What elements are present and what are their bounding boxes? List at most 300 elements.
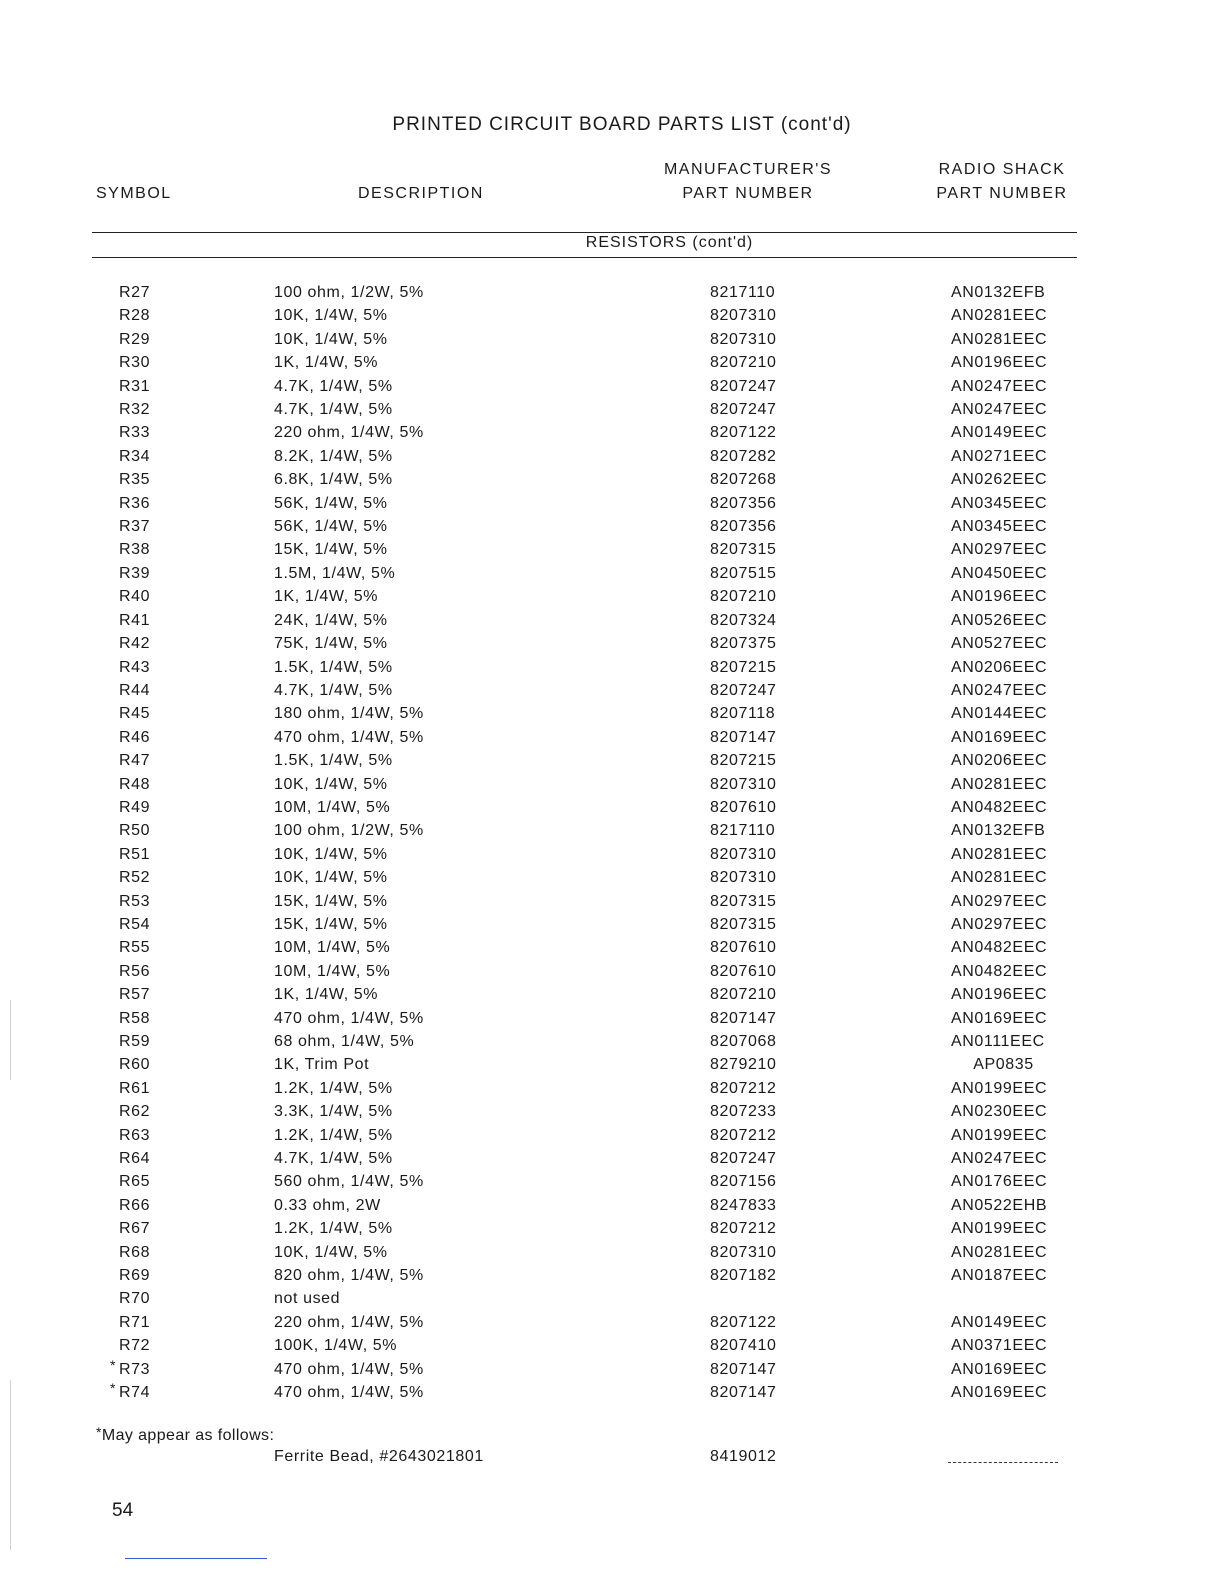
row-symbol [119, 1007, 150, 1030]
row-description: 15K, 1/4W, 5% [274, 915, 388, 933]
row-description: 15K, 1/4W, 5% [274, 541, 388, 559]
table-row [0, 328, 1224, 351]
table-row [0, 421, 1224, 444]
table-row [0, 1007, 1224, 1030]
row-mfr-part-number: 8207268 [710, 471, 777, 489]
row-description: 10M, 1/4W, 5% [274, 798, 391, 816]
row-rs-part-number: AN0297EEC [951, 915, 1048, 933]
row-rs-part-number: AN0132EFB [951, 822, 1046, 840]
row-symbol-text: R49 [119, 798, 151, 816]
row-description: 100 ohm, 1/2W, 5% [274, 822, 424, 840]
row-mfr-part-number: 8207315 [710, 892, 777, 910]
row-symbol-text: R62 [119, 1103, 151, 1121]
header-bottom-rule [92, 257, 1077, 258]
row-symbol [119, 1311, 150, 1334]
row-rs-part-number: AN0526EEC [951, 611, 1048, 629]
row-rs-part-number: AN0482EEC [951, 962, 1048, 980]
row-mfr-part-number: 8207147 [710, 1384, 777, 1402]
row-symbol [119, 609, 150, 632]
table-row [0, 843, 1224, 866]
row-rs-part-number: AN0297EEC [951, 892, 1048, 910]
row-mfr-part-number: 8207147 [710, 728, 777, 746]
row-symbol [119, 679, 150, 702]
row-rs-part-number: AN0281EEC [951, 330, 1048, 348]
row-symbol-text: R44 [119, 681, 151, 699]
row-description: 1.2K, 1/4W, 5% [274, 1079, 393, 1097]
row-symbol-text: R66 [119, 1196, 151, 1214]
row-description: 820 ohm, 1/4W, 5% [274, 1267, 424, 1285]
row-symbol-text: R69 [119, 1267, 151, 1285]
row-description: 100 ohm, 1/2W, 5% [274, 284, 424, 301]
row-symbol [119, 702, 150, 725]
table-row [0, 562, 1224, 585]
row-symbol [119, 304, 150, 327]
footnote-item-rs-dashes [948, 1462, 1058, 1463]
footnote-text: May appear as follows: [101, 1427, 275, 1444]
table-row [0, 632, 1224, 655]
row-mfr-part-number: 8207212 [710, 1079, 777, 1097]
row-mfr-part-number: 8207324 [710, 611, 777, 629]
row-symbol-text: R58 [119, 1009, 151, 1027]
row-symbol-text: R60 [119, 1056, 151, 1074]
table-row [0, 468, 1224, 491]
row-description: 220 ohm, 1/4W, 5% [274, 424, 424, 442]
table-row [0, 726, 1224, 749]
row-mfr-part-number: 8207147 [710, 1360, 777, 1378]
row-description: 4.7K, 1/4W, 5% [274, 1150, 393, 1168]
row-symbol-text: R38 [119, 541, 151, 559]
row-symbol [119, 773, 150, 796]
row-symbol-text: R67 [119, 1220, 151, 1238]
row-symbol [119, 445, 150, 468]
row-rs-part-number: AN0482EEC [951, 939, 1048, 957]
row-description: 15K, 1/4W, 5% [274, 892, 388, 910]
row-description: 10K, 1/4W, 5% [274, 869, 388, 887]
table-row [0, 1287, 1224, 1310]
row-symbol-text: R28 [119, 307, 151, 325]
row-symbol-text: R37 [119, 518, 151, 536]
row-rs-part-number: AN0247EEC [951, 401, 1048, 419]
table-row [0, 1358, 1224, 1381]
row-description: 1K, 1/4W, 5% [274, 588, 379, 606]
table-row [0, 866, 1224, 889]
table-row [0, 492, 1224, 515]
row-description: 1.2K, 1/4W, 5% [274, 1220, 393, 1238]
row-description: 6.8K, 1/4W, 5% [274, 471, 393, 489]
row-description: 470 ohm, 1/4W, 5% [274, 728, 424, 746]
row-description: 100K, 1/4W, 5% [274, 1337, 398, 1355]
row-mfr-part-number: 8207122 [710, 424, 777, 442]
row-symbol-text: R31 [119, 377, 151, 395]
row-mfr-part-number: 8207356 [710, 518, 777, 536]
row-symbol [119, 1334, 150, 1357]
row-description: 1.2K, 1/4W, 5% [274, 1126, 393, 1144]
table-row [0, 1381, 1224, 1404]
row-symbol [119, 1194, 150, 1217]
row-symbol-text: R64 [119, 1150, 151, 1168]
row-mfr-part-number: 8207410 [710, 1337, 777, 1355]
row-mfr-part-number: 8207210 [710, 986, 777, 1004]
row-mfr-part-number: 8207212 [710, 1220, 777, 1238]
row-symbol [119, 726, 150, 749]
row-mfr-part-number: 8207310 [710, 775, 777, 793]
row-description: 220 ohm, 1/4W, 5% [274, 1313, 424, 1331]
row-symbol-text: R68 [119, 1243, 151, 1261]
row-symbol-text: R61 [119, 1079, 151, 1097]
row-symbol-text: R55 [119, 939, 151, 957]
row-description: 56K, 1/4W, 5% [274, 494, 388, 512]
row-symbol-text: R59 [119, 1033, 151, 1050]
row-description: 4.7K, 1/4W, 5% [274, 401, 393, 419]
row-description: 1.5K, 1/4W, 5% [274, 658, 393, 676]
row-rs-part-number: AN0281EEC [951, 845, 1048, 863]
table-row [0, 773, 1224, 796]
row-symbol [119, 1030, 150, 1053]
row-rs-part-number: AN0247EEC [951, 681, 1048, 699]
row-rs-part-number: AN0199EEC [951, 1126, 1048, 1144]
row-rs-part-number: AN0196EEC [951, 986, 1048, 1004]
scan-margin-mark [10, 1380, 11, 1550]
row-symbol [110, 1356, 151, 1381]
table-row [0, 1241, 1224, 1264]
row-mfr-part-number: 8207247 [710, 681, 777, 699]
row-symbol [110, 1380, 151, 1404]
row-asterisk: * [110, 1356, 117, 1373]
row-symbol-text: R43 [119, 658, 151, 676]
table-row [0, 1030, 1224, 1053]
row-symbol [119, 538, 150, 561]
row-rs-part-number: AN0132EFB [951, 284, 1046, 301]
row-symbol [119, 1124, 150, 1147]
row-mfr-part-number: 8207212 [710, 1126, 777, 1144]
row-description: 470 ohm, 1/4W, 5% [274, 1360, 424, 1378]
row-mfr-part-number: 8207182 [710, 1267, 777, 1285]
row-mfr-part-number: 8207247 [710, 1150, 777, 1168]
row-description: 180 ohm, 1/4W, 5% [274, 705, 424, 723]
header-mfr-line1: MANUFACTURER'S [663, 161, 833, 178]
row-rs-part-number: AN0196EEC [951, 354, 1048, 372]
row-rs-part-number: AN0206EEC [951, 752, 1048, 770]
row-symbol [119, 632, 150, 655]
row-mfr-part-number: 8207356 [710, 494, 777, 512]
table-row [0, 679, 1224, 702]
row-symbol [119, 936, 150, 959]
row-mfr-part-number: 8207215 [710, 658, 777, 676]
row-rs-part-number: AN0297EEC [951, 541, 1048, 559]
row-mfr-part-number: 8217110 [710, 284, 776, 301]
row-description: 1K, Trim Pot [274, 1056, 370, 1074]
row-mfr-part-number: 8207247 [710, 401, 777, 419]
row-symbol-text: R74 [119, 1384, 151, 1402]
header-rs-line2: PART NUMBER [936, 185, 1068, 202]
row-mfr-part-number: 8207210 [710, 354, 777, 372]
row-symbol-text: R46 [119, 728, 151, 746]
row-rs-part-number: AN0187EEC [951, 1267, 1048, 1285]
row-symbol [119, 492, 150, 515]
row-mfr-part-number: 8207375 [710, 635, 777, 653]
row-symbol-text: R72 [119, 1337, 151, 1355]
row-rs-part-number: AN0111EEC [951, 1033, 1045, 1050]
row-description: 1.5K, 1/4W, 5% [274, 752, 393, 770]
table-row [0, 656, 1224, 679]
header-mfr-line2: PART NUMBER [682, 185, 814, 202]
row-symbol [119, 843, 150, 866]
page-number: 54 [112, 1500, 134, 1521]
row-symbol-text: R32 [119, 401, 151, 419]
row-description: 470 ohm, 1/4W, 5% [274, 1009, 424, 1027]
row-symbol-text: R47 [119, 752, 151, 770]
header-top-rule [92, 232, 1077, 233]
row-symbol [119, 585, 150, 608]
row-symbol [119, 1264, 150, 1287]
row-rs-part-number: AN0199EEC [951, 1079, 1048, 1097]
row-symbol-text: R53 [119, 892, 151, 910]
row-symbol-text: R65 [119, 1173, 151, 1191]
row-description: 56K, 1/4W, 5% [274, 518, 388, 536]
row-symbol-text: R45 [119, 705, 151, 723]
table-row [0, 538, 1224, 561]
row-mfr-part-number: 8279210 [710, 1056, 777, 1074]
table-row [0, 375, 1224, 398]
row-description: 10M, 1/4W, 5% [274, 939, 391, 957]
row-symbol-text: R73 [119, 1360, 151, 1378]
row-symbol [119, 562, 150, 585]
row-rs-part-number: AN0169EEC [951, 1360, 1048, 1378]
row-mfr-part-number: 8207233 [710, 1103, 777, 1121]
table-row [0, 1334, 1224, 1357]
row-mfr-part-number: 8207247 [710, 377, 777, 395]
row-rs-part-number: AN0144EEC [951, 705, 1048, 723]
row-symbol [119, 281, 150, 304]
row-symbol [119, 1077, 150, 1100]
row-rs-part-number: AN0345EEC [951, 518, 1048, 536]
row-mfr-part-number: 8207310 [710, 845, 777, 863]
table-row [0, 351, 1224, 374]
row-mfr-part-number: 8207610 [710, 962, 777, 980]
table-row [0, 1264, 1224, 1287]
row-rs-part-number: AN0371EEC [951, 1337, 1048, 1355]
row-description: 1.5M, 1/4W, 5% [274, 564, 396, 582]
row-symbol-text: R48 [119, 775, 151, 793]
row-symbol [119, 796, 150, 819]
row-symbol-text: R34 [119, 447, 151, 465]
row-symbol-text: R63 [119, 1126, 151, 1144]
row-rs-part-number: AN0169EEC [951, 1009, 1048, 1027]
row-rs-part-number: AN0262EEC [951, 471, 1048, 489]
row-mfr-part-number: 8207315 [710, 541, 777, 559]
row-symbol-text: R36 [119, 494, 151, 512]
row-mfr-part-number: 8207315 [710, 915, 777, 933]
row-symbol [119, 983, 150, 1006]
row-symbol [119, 421, 150, 444]
row-symbol-text: R27 [119, 284, 151, 301]
header-radio-shack-part-number [922, 158, 1082, 206]
row-description: 10K, 1/4W, 5% [274, 1243, 388, 1261]
table-row [0, 1124, 1224, 1147]
row-mfr-part-number: 8207310 [710, 869, 777, 887]
header-symbol: SYMBOL [96, 185, 172, 202]
footnote-item-description: Ferrite Bead, #2643021801 [274, 1448, 484, 1465]
row-description: 1K, 1/4W, 5% [274, 354, 379, 372]
row-symbol [119, 468, 150, 491]
header-rs-line1: RADIO SHACK [938, 161, 1066, 178]
row-symbol-text: R51 [119, 845, 151, 863]
table-row [0, 1217, 1224, 1240]
row-description: 10M, 1/4W, 5% [274, 962, 391, 980]
row-symbol [119, 1287, 150, 1310]
row-symbol [119, 890, 150, 913]
row-symbol [119, 1241, 150, 1264]
row-symbol-text: R33 [119, 424, 151, 442]
row-mfr-part-number: 8207210 [710, 588, 777, 606]
row-rs-part-number: AN0199EEC [951, 1220, 1048, 1238]
row-description: 10K, 1/4W, 5% [274, 307, 388, 325]
row-mfr-part-number: 8207282 [710, 447, 777, 465]
table-row [0, 445, 1224, 468]
row-description: 4.7K, 1/4W, 5% [274, 681, 393, 699]
row-description: 24K, 1/4W, 5% [274, 611, 388, 629]
row-rs-part-number: AN0281EEC [951, 1243, 1048, 1261]
table-row [0, 1170, 1224, 1193]
row-description: 3.3K, 1/4W, 5% [274, 1103, 393, 1121]
row-description: 10K, 1/4W, 5% [274, 330, 388, 348]
row-rs-part-number: AP0835 [973, 1056, 1034, 1074]
table-row [0, 1077, 1224, 1100]
row-symbol [119, 960, 150, 983]
row-rs-part-number: AN0247EEC [951, 1150, 1048, 1168]
row-symbol-text: R30 [119, 354, 151, 372]
row-symbol [119, 913, 150, 936]
row-symbol [119, 1147, 150, 1170]
row-symbol-text: R70 [119, 1290, 151, 1308]
table-row [0, 936, 1224, 959]
row-symbol-text: R42 [119, 635, 151, 653]
row-description: 560 ohm, 1/4W, 5% [274, 1173, 424, 1191]
row-mfr-part-number: 8207515 [710, 564, 777, 582]
header-manufacturer-part-number [648, 158, 848, 206]
row-description: 68 ohm, 1/4W, 5% [274, 1033, 415, 1050]
row-symbol [119, 328, 150, 351]
row-symbol [119, 1170, 150, 1193]
table-row [0, 398, 1224, 421]
table-row [0, 281, 1224, 304]
row-description: 75K, 1/4W, 5% [274, 635, 388, 653]
table-row [0, 1311, 1224, 1334]
row-mfr-part-number: 8207068 [710, 1033, 777, 1050]
row-symbol-text: R29 [119, 330, 151, 348]
row-symbol [119, 1053, 150, 1076]
row-symbol [119, 749, 150, 772]
table-row [0, 1053, 1224, 1076]
row-symbol [119, 375, 150, 398]
row-mfr-part-number: 8207310 [710, 330, 777, 348]
row-rs-part-number: AN0169EEC [951, 728, 1048, 746]
table-row [0, 515, 1224, 538]
table-row [0, 609, 1224, 632]
section-title: RESISTORS (cont'd) [585, 234, 754, 251]
table-row [0, 702, 1224, 725]
row-rs-part-number: AN0149EEC [951, 424, 1048, 442]
row-symbol [119, 351, 150, 374]
footnote [96, 1424, 274, 1445]
row-symbol-text: R71 [119, 1313, 151, 1331]
row-description: 470 ohm, 1/4W, 5% [274, 1384, 424, 1402]
row-rs-part-number: AN0149EEC [951, 1313, 1048, 1331]
row-symbol-text: R56 [119, 962, 151, 980]
row-description: 1K, 1/4W, 5% [274, 986, 379, 1004]
table-row [0, 585, 1224, 608]
row-description: 8.2K, 1/4W, 5% [274, 447, 393, 465]
row-mfr-part-number: 8207118 [710, 705, 776, 723]
table-row [0, 1194, 1224, 1217]
row-symbol-text: R40 [119, 588, 151, 606]
row-asterisk: * [110, 1380, 117, 1397]
table-row [0, 960, 1224, 983]
row-symbol [119, 1217, 150, 1240]
row-symbol [119, 866, 150, 889]
row-symbol-text: R41 [119, 611, 151, 629]
row-rs-part-number: AN0281EEC [951, 869, 1048, 887]
row-mfr-part-number: 8217110 [710, 822, 776, 840]
row-rs-part-number: AN0281EEC [951, 775, 1048, 793]
row-mfr-part-number: 8207310 [710, 307, 777, 325]
table-row [0, 304, 1224, 327]
parts-table [0, 281, 1224, 1405]
row-rs-part-number: AN0522EHB [951, 1196, 1048, 1214]
row-mfr-part-number: 8207610 [710, 939, 777, 957]
row-rs-part-number: AN0176EEC [951, 1173, 1048, 1191]
row-symbol-text: R50 [119, 822, 151, 840]
row-symbol [119, 1100, 150, 1123]
row-symbol-text: R57 [119, 986, 151, 1004]
footnote-item-mfr-number: 8419012 [710, 1448, 777, 1465]
row-symbol-text: R52 [119, 869, 151, 887]
row-rs-part-number: AN0169EEC [951, 1384, 1048, 1402]
row-symbol [119, 819, 150, 842]
row-mfr-part-number: 8247833 [710, 1196, 777, 1214]
scan-margin-mark [10, 1000, 11, 1080]
table-row [0, 749, 1224, 772]
table-row [0, 890, 1224, 913]
row-rs-part-number: AN0206EEC [951, 658, 1048, 676]
table-row [0, 913, 1224, 936]
table-row [0, 796, 1224, 819]
row-mfr-part-number: 8207156 [710, 1173, 777, 1191]
row-symbol-text: R39 [119, 564, 151, 582]
table-row [0, 983, 1224, 1006]
row-rs-part-number: AN0196EEC [951, 588, 1048, 606]
row-description: 4.7K, 1/4W, 5% [274, 377, 393, 395]
row-mfr-part-number: 8207147 [710, 1009, 777, 1027]
row-rs-part-number: AN0345EEC [951, 494, 1048, 512]
row-rs-part-number: AN0450EEC [951, 564, 1048, 582]
row-symbol [119, 515, 150, 538]
row-symbol [119, 656, 150, 679]
row-mfr-part-number: 8207215 [710, 752, 777, 770]
header-description: DESCRIPTION [358, 185, 484, 202]
row-description: not used [274, 1290, 341, 1308]
table-row [0, 819, 1224, 842]
row-rs-part-number: AN0247EEC [951, 377, 1048, 395]
row-rs-part-number: AN0527EEC [951, 635, 1048, 653]
row-rs-part-number: AN0482EEC [951, 798, 1048, 816]
footnote-asterisk: * [96, 1424, 102, 1440]
row-rs-part-number: AN0230EEC [951, 1103, 1048, 1121]
row-description: 0.33 ohm, 2W [274, 1196, 381, 1214]
row-symbol-text: R54 [119, 915, 151, 933]
row-rs-part-number: AN0281EEC [951, 307, 1048, 325]
row-description: 10K, 1/4W, 5% [274, 775, 388, 793]
